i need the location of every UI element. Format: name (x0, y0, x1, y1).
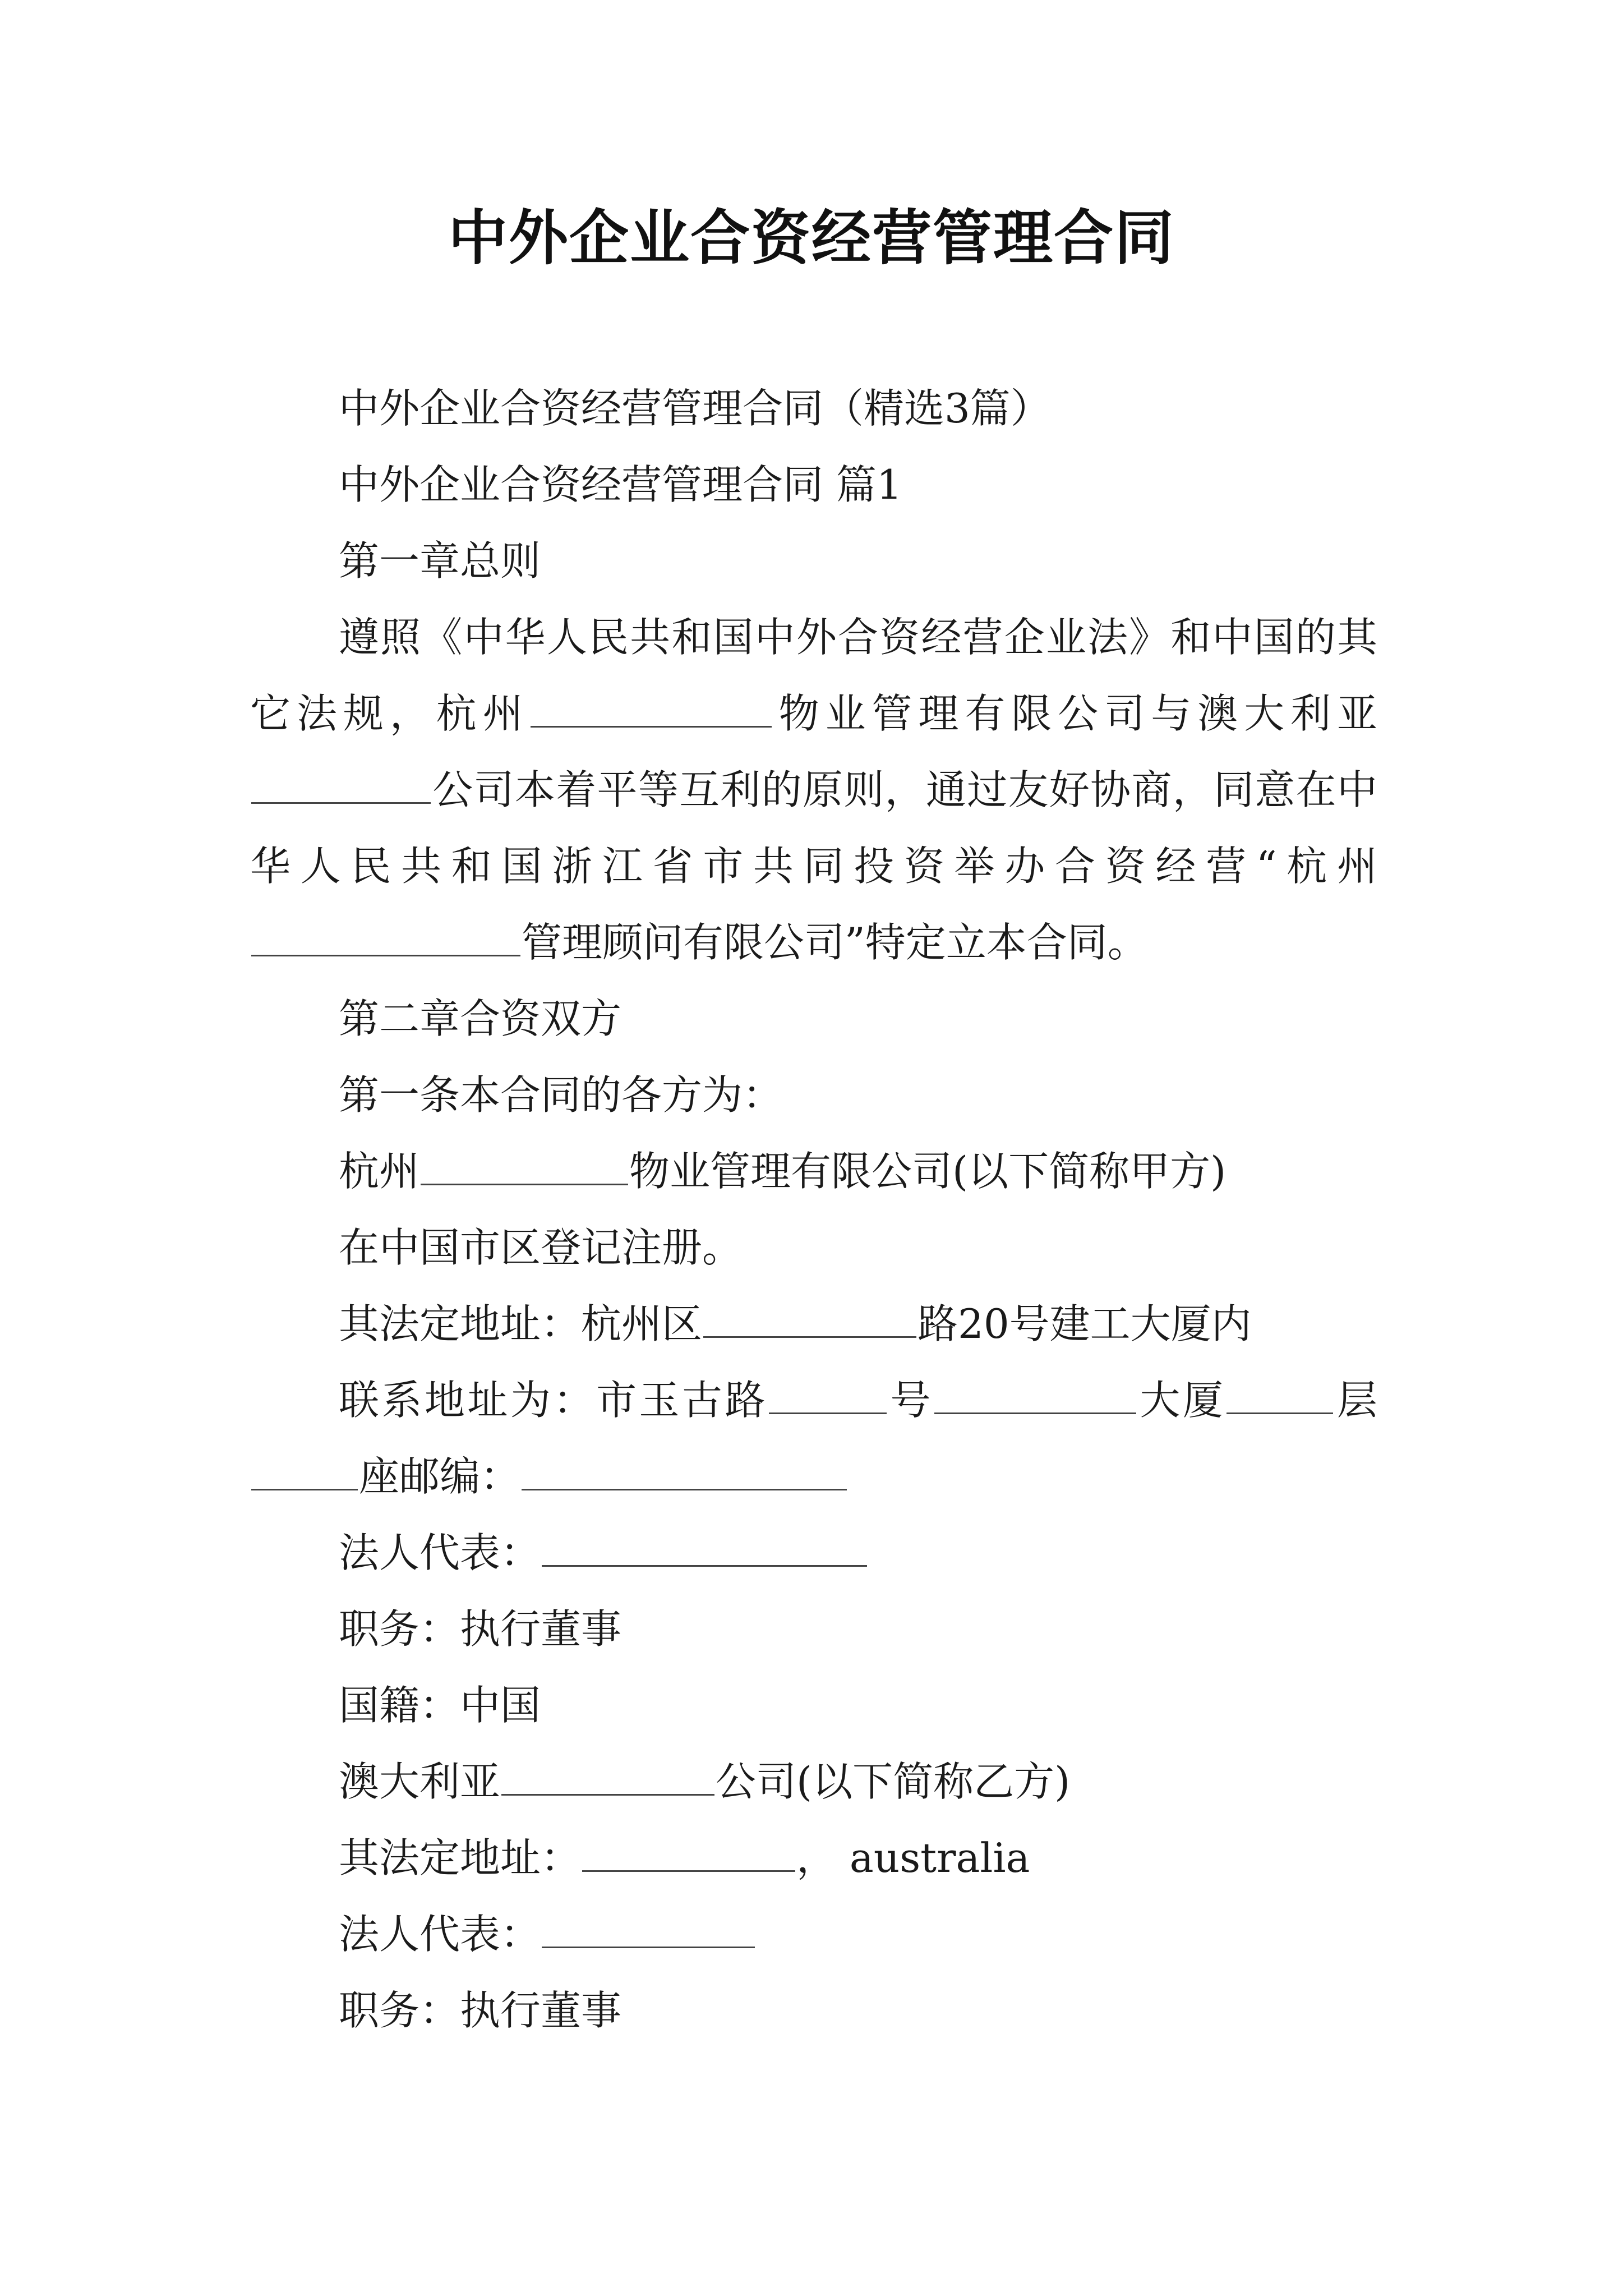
article-1-heading: 第一条本合同的各方为： (339, 1071, 783, 1119)
party-a-name (250, 1133, 1377, 1209)
party-a-legal-address (250, 1286, 1377, 1362)
party-a-text-2: 物业管理有限公司(以下简称甲方) (629, 1148, 1227, 1195)
contact-text-4: 层 (1334, 1377, 1377, 1424)
party-a-position: 职务：执行董事 (339, 1605, 622, 1653)
blank-line (531, 685, 772, 728)
document-title: 中外企业合资经营管理合同 (448, 204, 1175, 273)
preamble-text-2: 物业管理有限公司与澳大利亚 (772, 690, 1377, 737)
party-a-address-text-2: 路20号建工大厦内 (917, 1300, 1252, 1347)
contact-text-2: 号 (887, 1377, 933, 1424)
party-b-legal-address (250, 1820, 1377, 1896)
blank-line (1227, 1372, 1333, 1414)
party-a-contact-address (250, 1362, 1377, 1515)
blank-line (542, 1906, 755, 1948)
preamble-text-4: 管理顾问有限公司”特定立本合同。 (522, 919, 1148, 966)
contact-text-5: 座邮编： (359, 1453, 521, 1500)
chapter-1-heading: 第一章总则 (339, 537, 541, 585)
preamble-text-3: 公司本着平等互利的原则，通过友好协商，同意在中华人民共和国浙江省市共同投资举办合资经营“杭州 (250, 766, 1377, 890)
blank-line (251, 1448, 358, 1490)
party-b-text-1: 澳大利亚 (339, 1758, 501, 1805)
blank-line (251, 762, 431, 804)
party-b-address-country: ， australia (796, 1834, 1030, 1881)
party-a-text-1: 杭州 (339, 1148, 420, 1195)
blank-line (251, 914, 520, 956)
chapter-2-heading: 第二章合资双方 (339, 995, 622, 1042)
contact-text-3: 大厦 (1137, 1377, 1226, 1424)
blank-line (542, 1525, 867, 1567)
blank-line (582, 1830, 795, 1872)
blank-line (769, 1372, 887, 1414)
blank-line (501, 1754, 714, 1796)
article-heading: 中外企业合资经营管理合同 篇1 (339, 461, 902, 508)
party-a-registration: 在中国市区登记注册。 (339, 1224, 743, 1271)
party-b-text-2: 公司(以下简称乙方) (716, 1758, 1071, 1805)
blank-line (522, 1448, 847, 1490)
party-a-legal-rep (250, 1515, 1377, 1591)
party-a-address-text-1: 其法定地址：杭州区 (339, 1300, 703, 1347)
party-b-address-label: 其法定地址： (339, 1834, 582, 1881)
party-b-legal-rep (250, 1896, 1377, 1972)
preamble-paragraph (250, 599, 1377, 981)
collection-heading: 中外企业合资经营管理合同（精选3篇） (339, 385, 1051, 432)
preamble-text-1: 遵照《中华人民共和国中外合资经营企业法》和中国的其它法规，杭州 (250, 614, 1377, 737)
blank-line (703, 1296, 916, 1338)
blank-line (934, 1372, 1136, 1414)
party-b-position: 职务：执行董事 (339, 1987, 622, 2034)
party-b-rep-label: 法人代表： (339, 1911, 541, 1958)
party-a-nationality: 国籍：中国 (339, 1682, 541, 1729)
contact-text-1: 联系地址为：市玉古路 (339, 1377, 768, 1424)
party-b-name (250, 1743, 1377, 1820)
document-body (250, 370, 1377, 2049)
blank-line (421, 1143, 628, 1185)
party-a-rep-label: 法人代表： (339, 1529, 541, 1576)
